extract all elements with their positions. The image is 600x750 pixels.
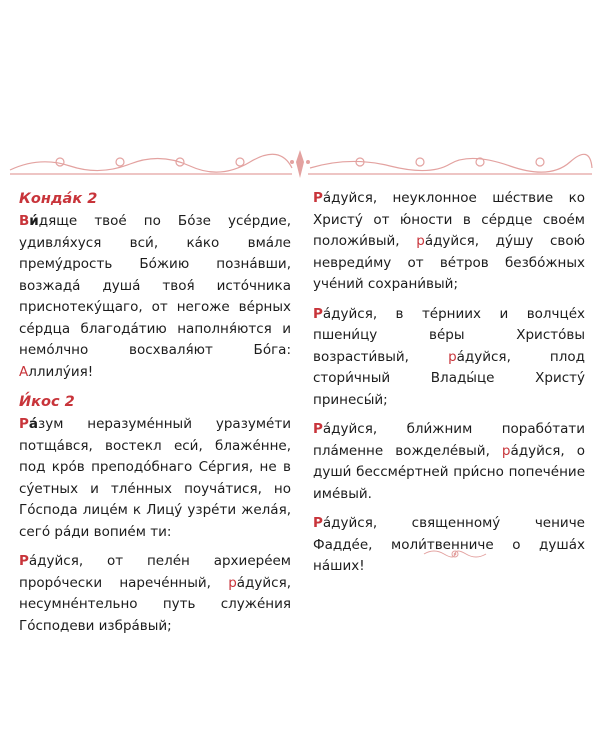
rejoice-inner-word: а́дуйся bbox=[510, 442, 561, 459]
kondak-paragraph bbox=[19, 211, 291, 383]
rejoice-word: а́дуйся bbox=[322, 305, 373, 322]
rejoice-inner-initial: р bbox=[448, 348, 457, 365]
rejoice-initial: Р bbox=[313, 421, 323, 437]
rejoice-paragraph bbox=[313, 188, 585, 296]
rejoice-text-b: , ду́шу свою́ невреди́му от ве́тров безбо́жных уче́ний сохрани́вый; bbox=[313, 233, 586, 292]
rejoice-initial: Р bbox=[313, 190, 323, 206]
top-ornament-band bbox=[0, 148, 600, 180]
alleluia-text: ллилу́ия! bbox=[28, 363, 94, 380]
ikos-heading: И́кос 2 bbox=[19, 394, 75, 410]
rejoice-inner-word: а́дуйся bbox=[424, 233, 475, 249]
alleluia-initial: А bbox=[19, 363, 29, 380]
rejoice-inner-word: а́дуйся bbox=[236, 574, 287, 591]
rejoice-paragraph bbox=[313, 419, 585, 505]
rejoice-text-b: , несумне́нтельно путь служе́ния Го́сподеви избра́вый; bbox=[19, 574, 291, 634]
rejoice-text-a: , бли́жним порабо́тати пла́менне вожделе́вый, bbox=[313, 421, 585, 459]
end-ornament bbox=[420, 547, 490, 561]
rejoice-inner-initial: р bbox=[228, 574, 237, 591]
rejoice-paragraph bbox=[313, 304, 585, 412]
rejoice-inner-word: а́дуйся bbox=[456, 348, 507, 365]
final-rejoice-word: а́дуйся bbox=[322, 515, 373, 531]
rejoice-text-b: , плод стори́чный Влады́це Христу́ принесы́й; bbox=[313, 348, 585, 408]
final-rejoice-paragraph bbox=[313, 513, 585, 578]
ikos-paragraph bbox=[19, 414, 291, 543]
rejoice-inner-initial: р bbox=[416, 233, 425, 249]
final-text: , священному́ чениче Фадде́е, моли́твенниче о душа́х на́ших! bbox=[313, 515, 585, 574]
rejoice-initial: Р bbox=[313, 305, 323, 322]
rejoice-text-a: , в те́рниих и волчце́х пшени́цу ве́ры Христо́вы возрасти́вый, bbox=[313, 305, 585, 365]
kondak-initial: В bbox=[19, 213, 30, 229]
kondak-initial-rest: и́ bbox=[29, 213, 39, 229]
rejoice-text-a: , от пеле́н архиере́ем проро́чески нарече́нный, bbox=[19, 553, 291, 591]
ikos-initial-rest: а́ bbox=[28, 416, 39, 432]
rejoice-word: а́дуйся bbox=[322, 421, 373, 437]
rejoice-initial: Р bbox=[19, 553, 29, 569]
rejoice-text-a: , неуклонное ше́ствие ко Христу́ от ю́ности в се́рдце свое́м положи́вый, bbox=[313, 190, 585, 249]
rejoice-paragraph bbox=[19, 551, 291, 637]
rejoice-inner-initial: р bbox=[501, 442, 511, 459]
kondak-heading: Конда́к 2 bbox=[19, 191, 98, 207]
kondak-text: дяще твое́ по Бо́зе усе́рдие, удивля́хуся вси́, ка́ко вма́ле прему́дрость Бо́жию позна́вши, возжада́ душа́ твоя́ исто́чника приснотеку́щаго, от негоже ве́рных се́рдца благода́тию наполня́ются и немо́лчно восхваля́ют Бо́га: bbox=[19, 213, 291, 358]
rejoice-word: а́дуйся bbox=[28, 553, 79, 569]
left-column bbox=[19, 188, 291, 645]
final-initial: Р bbox=[313, 515, 323, 531]
right-column bbox=[313, 188, 585, 586]
ikos-text: зум неразуме́нный уразуме́ти потща́вся, востекл еси́, блаже́нне, под кро́в преподо́бнаго Се́ргия, не в су́етных и тле́нных поуча́тися, но Го́спода лице́м к Лицу́ узре́ти жела́я, сего́ ра́ди вопие́м ти: bbox=[19, 416, 291, 540]
ikos-initial: Р bbox=[19, 416, 29, 432]
rejoice-text-b: , о души́ бессме́ртней при́сно попече́ние име́вый. bbox=[313, 442, 586, 502]
rejoice-word: а́дуйся bbox=[322, 190, 373, 206]
